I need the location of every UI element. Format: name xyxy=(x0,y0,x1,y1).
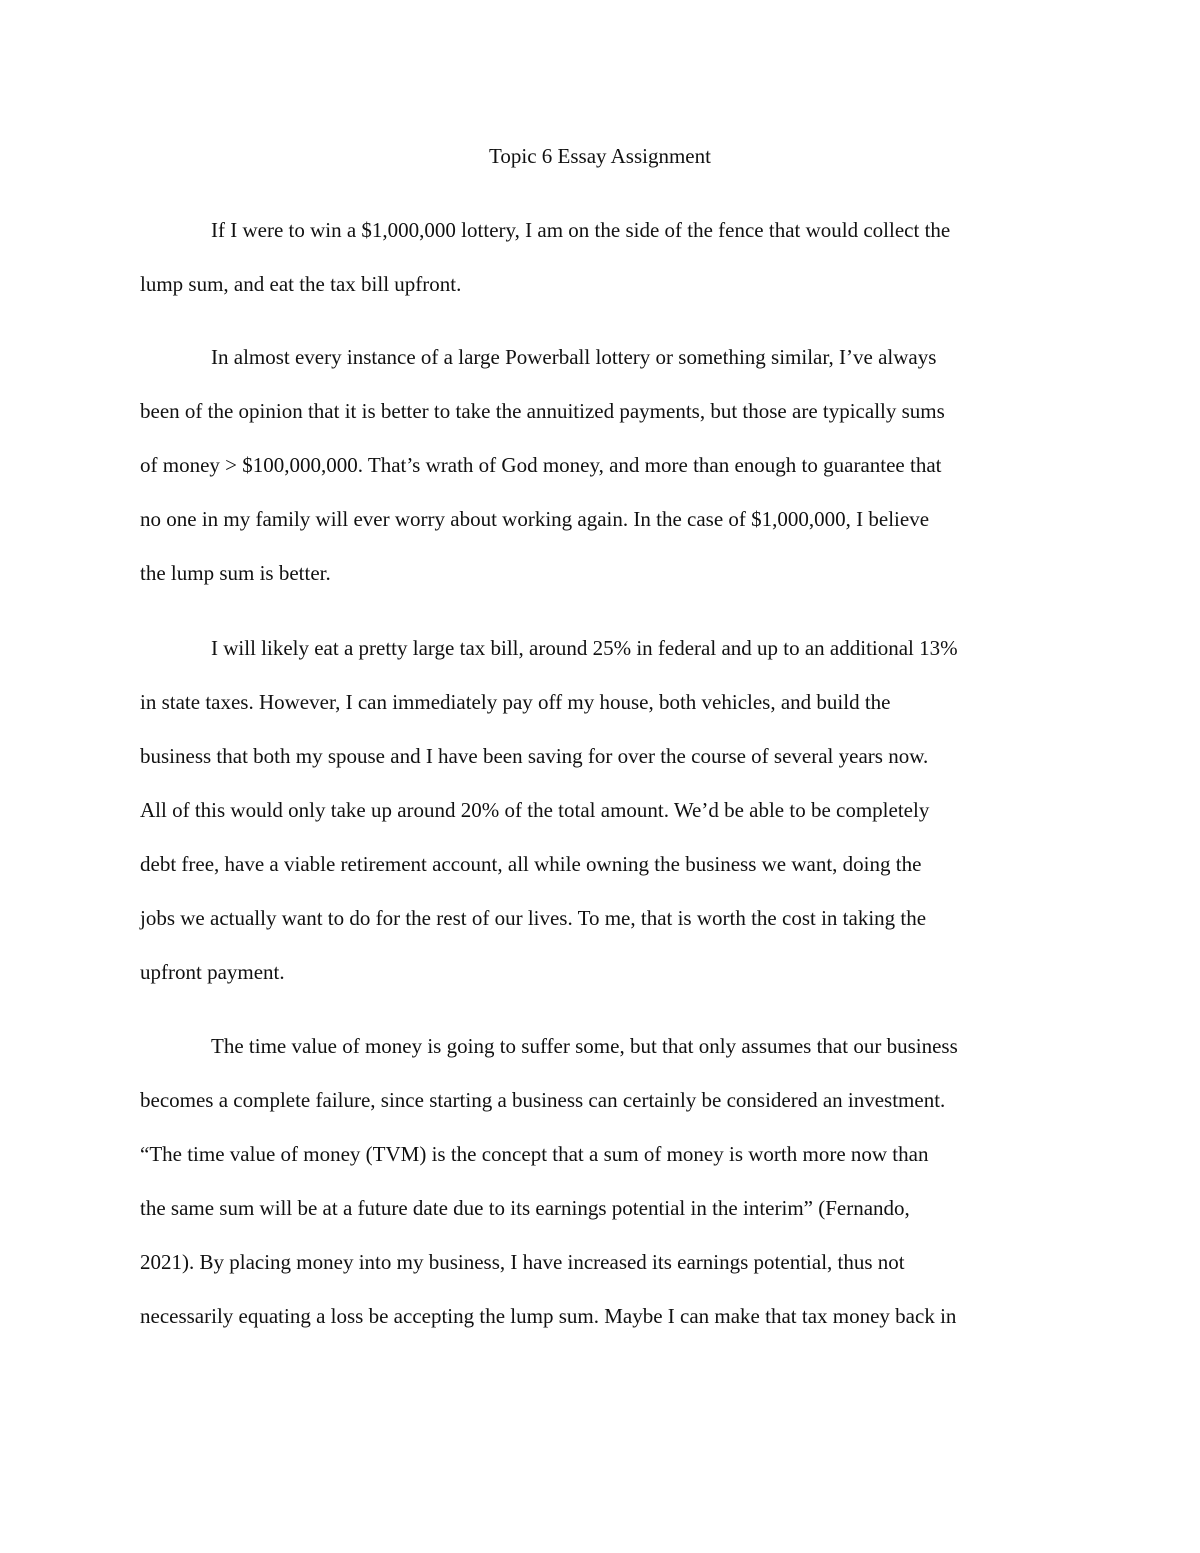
document-title: Topic 6 Essay Assignment xyxy=(489,144,711,168)
paragraph-line: All of this would only take up around 20% of the total amount. We’d be able to be completely xyxy=(140,798,930,822)
paragraph-line: no one in my family will ever worry about working again. In the case of $1,000,000, I believe xyxy=(140,507,930,531)
paragraph-line: upfront payment. xyxy=(140,960,285,984)
paragraph-line: the same sum will be at a future date due to its earnings potential in the interim” (Fernando, xyxy=(140,1196,910,1220)
paragraph-line: of money > $100,000,000. That’s wrath of God money, and more than enough to guarantee that xyxy=(140,453,942,477)
paragraph-line: becomes a complete failure, since starting a business can certainly be considered an investment. xyxy=(140,1088,946,1112)
paragraph-line: lump sum, and eat the tax bill upfront. xyxy=(140,272,462,296)
paragraph-line: I will likely eat a pretty large tax bill, around 25% in federal and up to an additional 13% xyxy=(211,636,958,660)
paragraph-line: debt free, have a viable retirement account, all while owning the business we want, doing the xyxy=(140,852,922,876)
paragraph-line: in state taxes. However, I can immediately pay off my house, both vehicles, and build the xyxy=(140,690,891,714)
paragraph-line: In almost every instance of a large Powerball lottery or something similar, I’ve always xyxy=(211,345,937,369)
paragraph-line: If I were to win a $1,000,000 lottery, I am on the side of the fence that would collect the xyxy=(211,218,951,242)
paragraph-line: been of the opinion that it is better to take the annuitized payments, but those are typically sums xyxy=(140,399,945,423)
paragraph-line: “The time value of money (TVM) is the concept that a sum of money is worth more now than xyxy=(140,1142,929,1166)
paragraph-line: business that both my spouse and I have been saving for over the course of several years now. xyxy=(140,744,929,768)
paragraph-line: jobs we actually want to do for the rest of our lives. To me, that is worth the cost in taking the xyxy=(140,906,927,930)
paragraph-line: the lump sum is better. xyxy=(140,561,331,585)
paragraph-line: 2021). By placing money into my business, I have increased its earnings potential, thus not xyxy=(140,1250,905,1274)
paragraph-line: necessarily equating a loss be accepting the lump sum. Maybe I can make that tax money back in xyxy=(140,1304,957,1328)
paragraph-line: The time value of money is going to suffer some, but that only assumes that our business xyxy=(211,1034,958,1058)
